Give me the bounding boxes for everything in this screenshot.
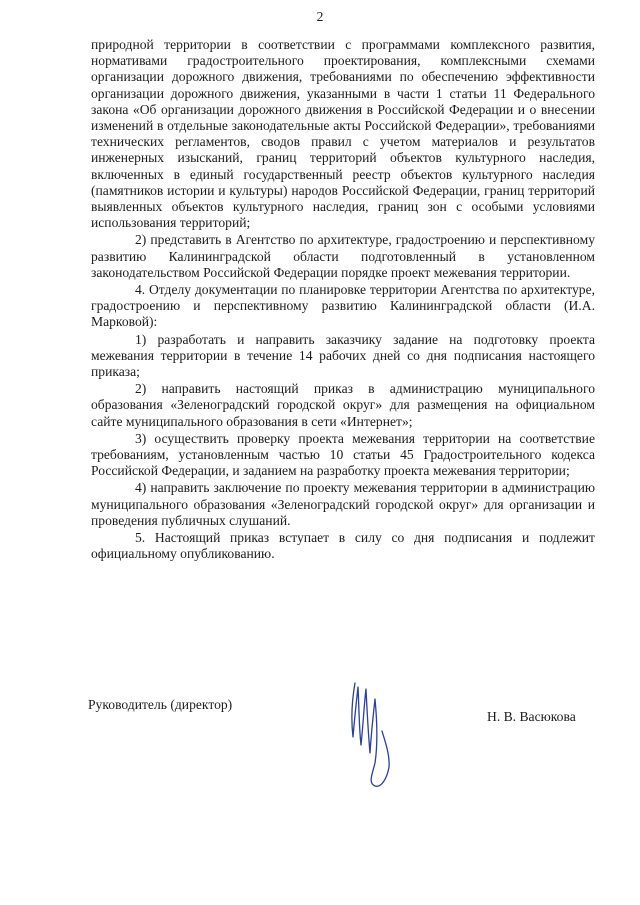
handwritten-signature [335, 665, 395, 790]
paragraph-continuation: природной территории в соответствии с программами комплексного развития, нормативами градостроительного проектирования, комплексными схемами организации дорожного движения, требованиями по обеспечению эффективности организации дорожного движения, указанными в части 1 статьи 11 Федерального закона «Об организации дорожного движения в Российской Федерации и о внесении изменений в отдельные законодательные акты Российской Федерации», требованиями технических регламентов, сводов правил с учетом материалов и результатов инженерных изысканий, границ территорий объектов культурного наследия, включенных в единый государственный реестр объектов культурного наследия (памятников истории и культуры) народов Российской Федерации, границ территорий выявленных объектов культурного наследия, границ зон с особыми условиями использования территорий; [91, 37, 595, 231]
paragraph-4-item-4: 4) направить заключение по проекту межевания территории в администрацию муниципального образования «Зеленоградский городской округ» для организации и проведения публичных слушаний. [91, 480, 595, 528]
page-number: 2 [316, 9, 324, 24]
signatory-role: Руководитель (директор) [88, 697, 233, 712]
paragraph-4-item-1: 1) разработать и направить заказчику задание на подготовку проекта межевания территории в течение 14 рабочих дней со дня подписания настоящего приказа; [91, 331, 595, 380]
paragraph-item-2-submit-project: 2) представить в Агентство по архитектуре, градостроению и перспективному развитию Калининградской области подготовленный в установленном законодательством Российской Федерации порядке проект межевания территории. [91, 232, 595, 280]
paragraph-4-item-3: 3) осуществить проверку проекта межевания территории на соответствие требованиям, установленным частью 10 статьи 45 Градостроительного кодекса Российской Федерации, и заданием на разработку проекта межевания территории; [91, 430, 595, 479]
signatory-name: Н. В. Васюкова [487, 709, 576, 724]
paragraph-5-effective: 5. Настоящий приказ вступает в силу со дня подписания и подлежит официальному опубликованию. [91, 530, 595, 562]
document-body [91, 37, 595, 564]
paragraph-4-item-2: 2) направить настоящий приказ в администрацию муниципального образования «Зеленоградский городской округ» для размещения на официальном сайте муниципального образования в сети «Интернет»; [91, 381, 595, 429]
paragraph-4-department: 4. Отделу документации по планировке территории Агентства по архитектуре, градостроению и перспективному развитию Калининградской области (И.А. Марковой): [91, 282, 595, 330]
